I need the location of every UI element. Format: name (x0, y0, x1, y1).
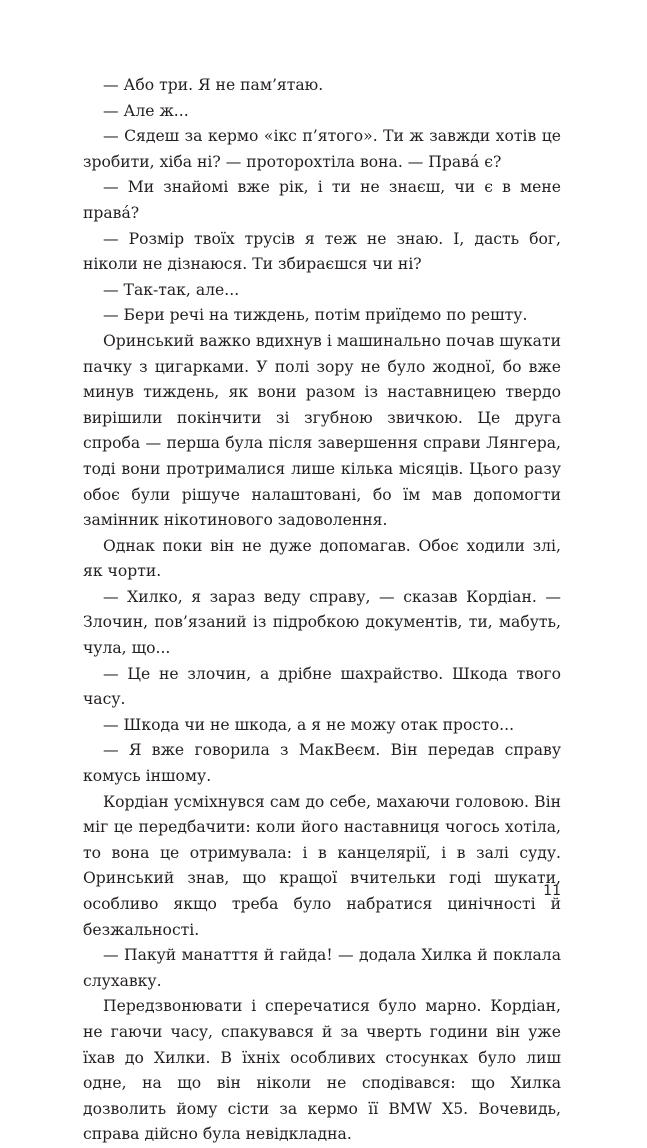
paragraph: — Пакуй манатття й гайда! — додала Хилка й поклала слухавку. (83, 946, 561, 990)
paragraph: — Сядеш за кермо «ікс п’ятого». Ти ж завжди хотів це зробити, хіба ні? — проторохтіла вона. — Права́ є? (83, 127, 561, 171)
paragraph: Передзвонювати і сперечатися було марно. Кордіан, не гаючи часу, спакувався й за чверть години він уже їхав до Хилки. В їхніх особливих стосунках було лиш одне, на що він ніколи не сподівався: що Хилка дозволить йому сісти за кермо її BMW X5. Вочевидь, справа дійсно була невідкладна. (83, 997, 561, 1144)
paragraph: — Так-так, але... (103, 280, 240, 299)
paragraph: Однак поки він не дуже допомагав. Обоє ходили злі, як чорти. (83, 536, 561, 581)
page-number: 11 (543, 883, 561, 899)
paragraph: — Це не злочин, а дрібне шахрайство. Шкода твого часу. (83, 664, 561, 709)
paragraph: — Хилко, я зараз веду справу, — сказав Кордіан. — Злочин, пов’язаний із підробкою документів, ти, мабуть, чула, що... (83, 587, 561, 658)
paragraph: Кордіан усміхнувся сам до себе, махаючи головою. Він міг це передбачити: коли його наставниця чогось хотіла, то вона це отримувала: і в канцелярії, і в залі суду. Оринський знав, що кращої вчительки годі шукати, особливо якщо треба було набратися цинічності й безжальності. (83, 792, 561, 939)
paragraph: — Шкода чи не шкода, а я не можу отак просто... (103, 715, 515, 734)
paragraph: — Але ж... (103, 101, 189, 120)
paragraph: — Розмір твоїх трусів я теж не знаю. І, дасть бог, ніколи не дізнаюся. Ти збираєшся чи ні? (83, 229, 561, 274)
paragraph: — Ми знайомі вже рік, і ти не знаєш, чи є в мене права́? (83, 178, 561, 222)
paragraph: — Я вже говорила з МакВеєм. Він передав справу комусь іншому. (83, 741, 561, 786)
paragraph: — Або три. Я не пам’ятаю. (103, 76, 324, 94)
paragraph: Оринський важко вдихнув і машинально почав шукати пачку з цигарками. У полі зору не було жодної, бо вже минув тиждень, як вони разом із наставницею твердо вирішили покінчити зі згубною звичкою. Це друга спроба — перша була після завершення справи Лянгера, тоді вони протрималися лише кілька місяців. Цього разу обоє були рішуче налаштовані, бо їм мав допомогти замінник нікотинового задоволення. (83, 331, 561, 530)
body-text (83, 73, 561, 1148)
paragraph: — Бери речі на тиждень, потім приїдемо по решту. (103, 306, 528, 325)
